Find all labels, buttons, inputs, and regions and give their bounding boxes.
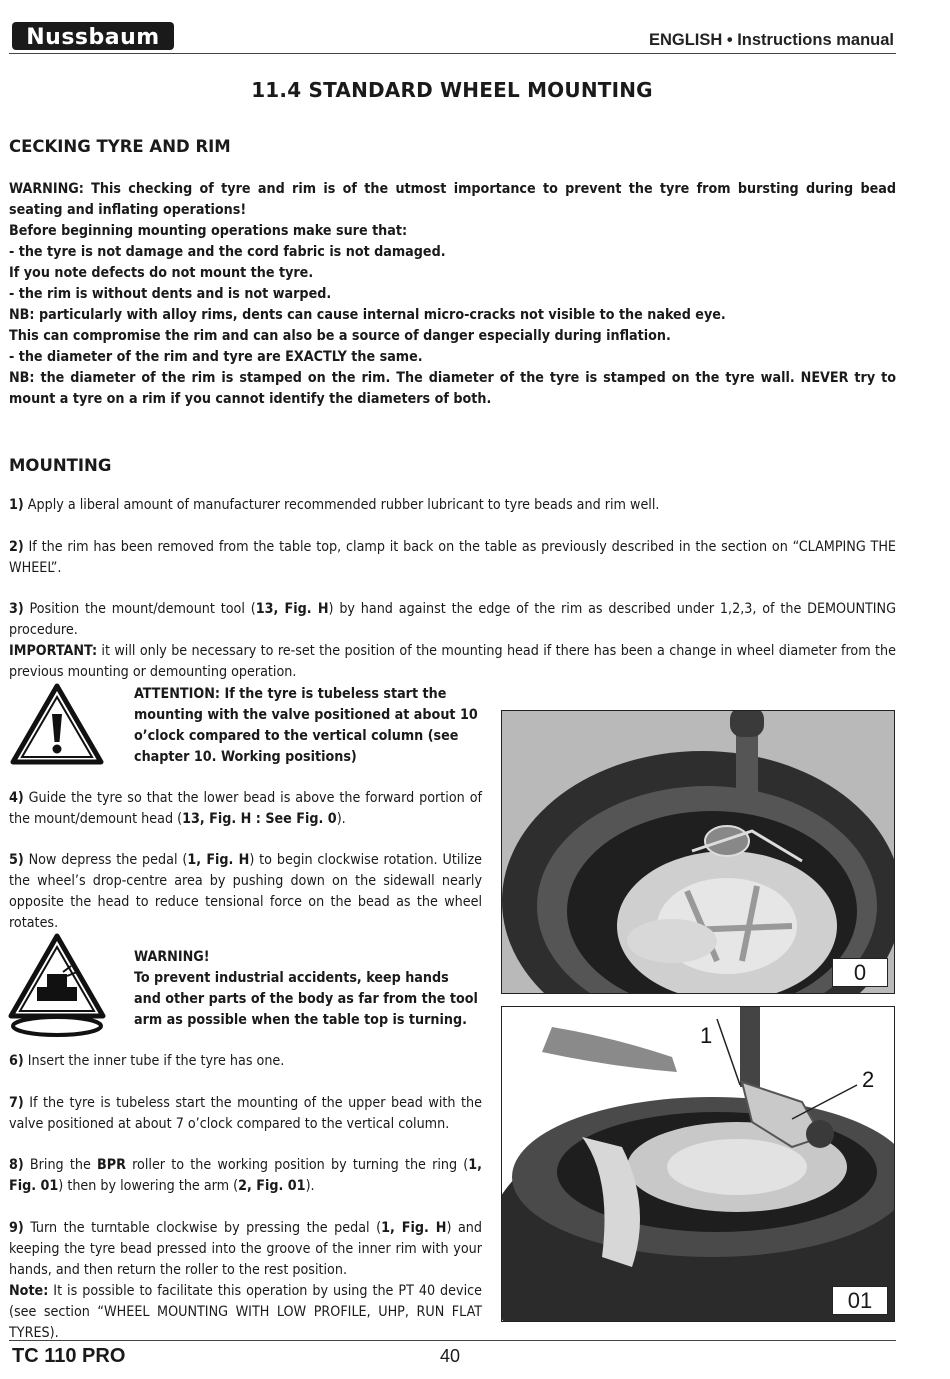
step-text: Insert the inner tube if the tyre has one. <box>23 1053 285 1069</box>
figure-ref: 13, Fig. H <box>255 601 329 617</box>
step-text: ). <box>336 811 346 827</box>
step-4 <box>9 788 482 830</box>
step-text: If the rim has been removed from the table top, clamp it back on the table as previously described in the section on “CLAMPING THE WHEEL”. <box>9 539 896 576</box>
step-number: 3) <box>9 601 24 617</box>
warning-line: arm as possible when the table top is turning. <box>134 1012 467 1028</box>
header-rule <box>9 53 896 54</box>
figure-01-label: 01 <box>832 1286 888 1315</box>
checking-line: NB: particularly with alloy rims, dents can cause internal micro-cracks not visible to the naked eye. <box>9 307 726 323</box>
page-number: 40 <box>440 1346 461 1366</box>
step-text: Apply a liberal amount of manufacturer recommended rubber lubricant to tyre beads and rim well. <box>23 497 660 513</box>
checking-line: WARNING: This checking of tyre and rim is of the utmost importance to prevent the tyre from bursting during bead seating and inflating operations! <box>9 181 896 218</box>
step-7 <box>9 1093 482 1135</box>
step-number: 9) <box>9 1220 24 1236</box>
attention-note <box>134 684 479 768</box>
step-number: 8) <box>9 1157 24 1173</box>
attention-line: ATTENTION: If the tyre is tubeless start the <box>134 686 447 702</box>
checking-line: Before beginning mounting operations make sure that: <box>9 223 408 239</box>
checking-line: - the rim is without dents and is not warped. <box>9 286 332 302</box>
warning-note <box>134 947 479 1031</box>
step-number: 6) <box>9 1053 24 1069</box>
step-text: If the tyre is tubeless start the mounting of the upper bead with the valve positioned at about 7 o’clock compared to the vertical column. <box>9 1095 482 1132</box>
step-text: Turn the turntable clockwise by pressing the pedal ( <box>23 1220 382 1236</box>
step-text: ) and keeping the tyre bead pressed into the groove of the inner rim with your hands, and then return the roller to the rest position. <box>9 1220 482 1278</box>
step-number: 2) <box>9 539 24 555</box>
svg-text:Nussbaum: Nussbaum <box>26 25 160 50</box>
note-label: Note: <box>9 1283 49 1299</box>
important-label: IMPORTANT: <box>9 643 98 659</box>
hand-crush-warning-icon <box>7 932 107 1038</box>
step-1 <box>9 495 896 516</box>
figure-ref: 2, Fig. 01 <box>238 1178 306 1194</box>
figure-ref: 1, Fig. H <box>381 1220 447 1236</box>
checking-line: - the tyre is not damage and the cord fabric is not damaged. <box>9 244 446 260</box>
step-text: Guide the tyre so that the lower bead is above the forward portion of the mount/demount head ( <box>9 790 482 827</box>
step-number: 4) <box>9 790 24 806</box>
step-8 <box>9 1155 482 1197</box>
figure-ref: 1, Fig. 01 <box>9 1157 482 1194</box>
section-title: 11.4 STANDARD WHEEL MOUNTING <box>251 78 653 102</box>
step-5 <box>9 850 482 934</box>
figure-0-label: 0 <box>832 958 888 987</box>
figure-ref: 13, Fig. H : See Fig. 0 <box>182 811 337 827</box>
figure-ref: 1, Fig. H <box>187 852 250 868</box>
attention-line: mounting with the valve positioned at about 10 <box>134 707 478 723</box>
danger-triangle-icon <box>9 682 105 766</box>
attention-line: chapter 10. Working positions) <box>134 749 357 765</box>
step-text: ) to begin clockwise rotation. Utilize the wheel’s drop-centre area by pushing down on the sidewall nearly opposite the head to reduce tensional force on the bead as the wheel rotates. <box>9 852 483 931</box>
step-9 <box>9 1218 482 1344</box>
important-text: it will only be necessary to re-set the position of the mounting head if there has been a change in wheel diameter from the previous mounting or demounting operation. <box>9 643 896 680</box>
nussbaum-logo <box>12 20 174 52</box>
step-text: ) by hand against the edge of the rim as described under 1,2,3, of the DEMOUNTING procedure. <box>9 601 896 638</box>
step-text: Position the mount/demount tool ( <box>23 601 256 617</box>
tyre-mounting-illustration <box>502 711 894 993</box>
step-text: Now depress the pedal ( <box>23 852 188 868</box>
callout-1: 1 <box>700 1023 713 1048</box>
bpr-label: BPR <box>97 1157 126 1173</box>
figure-0-photo <box>501 710 895 994</box>
step-text: roller to the working position by turning the ring ( <box>125 1157 469 1173</box>
step-2 <box>9 537 896 579</box>
step-text: ) then by lowering the arm ( <box>58 1178 239 1194</box>
note-text: It is possible to facilitate this operation by using the PT 40 device (see section “WHEEL MOUNTING WITH LOW PROFILE, UHP, RUN FLAT TYRES). <box>9 1283 482 1341</box>
mounting-heading: MOUNTING <box>9 456 112 475</box>
bpr-roller-illustration <box>502 1007 894 1321</box>
warning-line: and other parts of the body as far from the tool <box>134 991 478 1007</box>
figure-01-photo <box>501 1006 895 1322</box>
step-6 <box>9 1051 482 1072</box>
checking-line: If you note defects do not mount the tyre. <box>9 265 314 281</box>
callout-2: 2 <box>862 1067 875 1092</box>
checking-line: - the diameter of the rim and tyre are EXACTLY the same. <box>9 349 423 365</box>
footer-model: TC 110 PRO <box>12 1345 126 1367</box>
step-text: Bring the <box>23 1157 97 1173</box>
warning-line: To prevent industrial accidents, keep hands <box>134 970 449 986</box>
step-3 <box>9 599 896 683</box>
attention-line: o’clock compared to the vertical column (see <box>134 728 459 744</box>
step-number: 1) <box>9 497 24 513</box>
step-text: ). <box>305 1178 315 1194</box>
step-number: 7) <box>9 1095 24 1111</box>
step-number: 5) <box>9 852 24 868</box>
checking-text <box>9 179 896 410</box>
warning-line: WARNING! <box>134 949 210 965</box>
checking-line: This can compromise the rim and can also be a source of danger especially during inflation. <box>9 328 671 344</box>
footer-rule <box>9 1340 896 1341</box>
checking-heading: CECKING TYRE AND RIM <box>9 137 231 156</box>
header-language-manual: ENGLISH • Instructions manual <box>648 31 894 49</box>
checking-line: NB: the diameter of the rim is stamped on the rim. The diameter of the tyre is stamped on the tyre wall. NEVER try to mount a tyre on a rim if you cannot identify the diameters of both. <box>9 370 896 407</box>
